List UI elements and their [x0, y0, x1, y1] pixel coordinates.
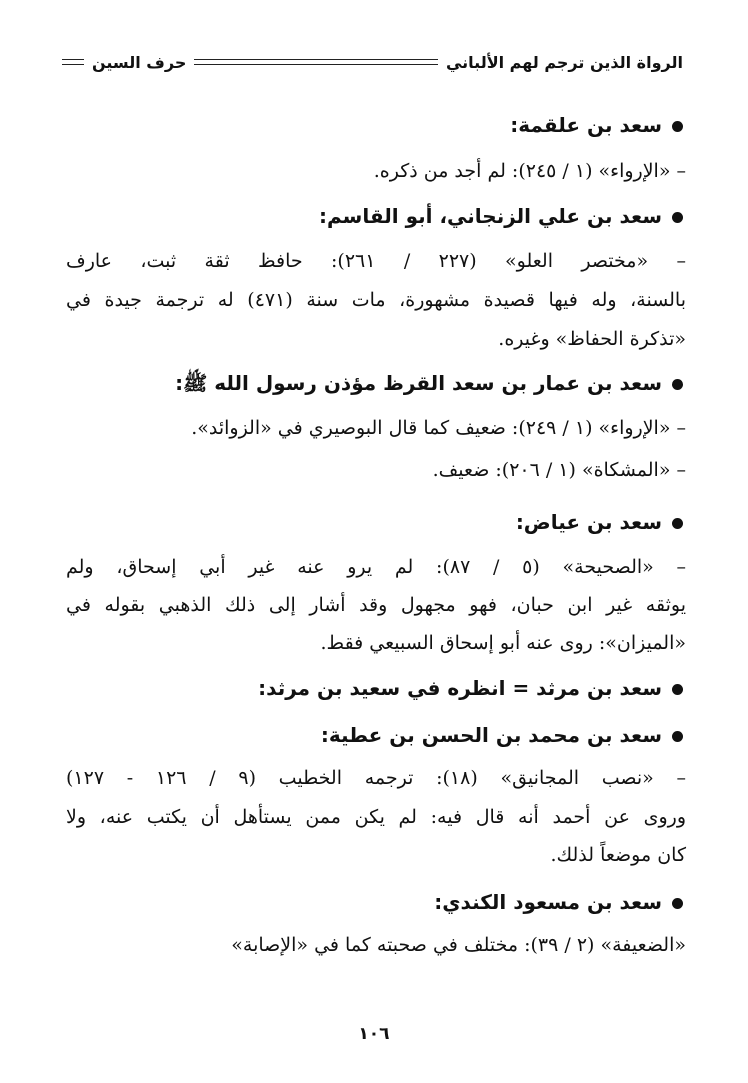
bullet-icon: [672, 212, 683, 223]
entry-heading: سعد بن عياض:: [516, 510, 683, 534]
entry-line: – «الإرواء» (١ / ٢٤٩): ضعيف كما قال البوصيري في «الزوائد».: [191, 417, 686, 439]
header-rule-end: [62, 59, 84, 65]
bullet-icon: [672, 731, 683, 742]
chapter-title: حرف السين: [92, 52, 187, 72]
entry-line: «الميزان»: روى عنه أبو إسحاق السبيعي فقط.: [320, 632, 686, 654]
bullet-icon: [672, 898, 683, 909]
page-number: ١٠٦: [358, 1024, 390, 1044]
entry-line: «تذكرة الحفاظ» وغيره.: [498, 328, 686, 350]
header-rule: [194, 59, 438, 65]
entry-line: وروى عن أحمد أنه قال فيه: لم يكن ممن يستأهل أن يكتب عنه، ولا: [66, 806, 686, 828]
running-header: [62, 52, 683, 72]
entry-line: – «المشكاة» (١ / ٢٠٦): ضعيف.: [432, 459, 686, 481]
entry-heading: سعد بن عمار بن سعد القرظ مؤذن رسول الله ﷺ:: [175, 371, 683, 400]
entry-heading: سعد بن علقمة:: [510, 113, 683, 137]
entry-line: كان موضعاً لذلك.: [550, 844, 686, 866]
entry-heading: سعد بن علي الزنجاني، أبو القاسم:: [319, 204, 683, 228]
entry-heading: سعد بن مسعود الكندي:: [434, 890, 683, 914]
entry-line: – «الإرواء» (١ / ٢٤٥): لم أجد من ذكره.: [373, 160, 686, 182]
entry-heading: سعد بن محمد بن الحسن بن عطية:: [321, 723, 683, 747]
entry-line: بالسنة، وله فيها قصيدة مشهورة، مات سنة (٤٧١) له ترجمة جيدة في: [66, 289, 687, 311]
bullet-icon: [672, 684, 683, 695]
entry-line: «الضعيفة» (٢ / ٣٩): مختلف في صحبته كما في «الإصابة»: [231, 934, 686, 956]
bullet-icon: [672, 518, 683, 529]
entry-line: – «الصحيحة» (٥ / ٨٧): لم يرو عنه غير أبي إسحاق، ولم: [66, 556, 687, 578]
entry-line: – «نصب المجانيق» (١٨): ترجمه الخطيب (٩ / ١٢٦ - ١٢٧): [66, 767, 687, 789]
book-title: الرواة الذين ترجم لهم الألباني: [445, 52, 683, 72]
bullet-icon: [672, 121, 683, 132]
bullet-icon: [672, 379, 683, 390]
entry-heading: سعد بن مرثد = انظره في سعيد بن مرثد:: [258, 676, 683, 700]
entry-line: يوثقه غير ابن حبان، فهو مجهول وقد أشار إلى ذلك الذهبي بقوله في: [66, 594, 686, 616]
entry-line: – «مختصر العلو» (٢٢٧ / ٢٦١): حافظ ثقة ثبت، عارف: [66, 250, 686, 272]
